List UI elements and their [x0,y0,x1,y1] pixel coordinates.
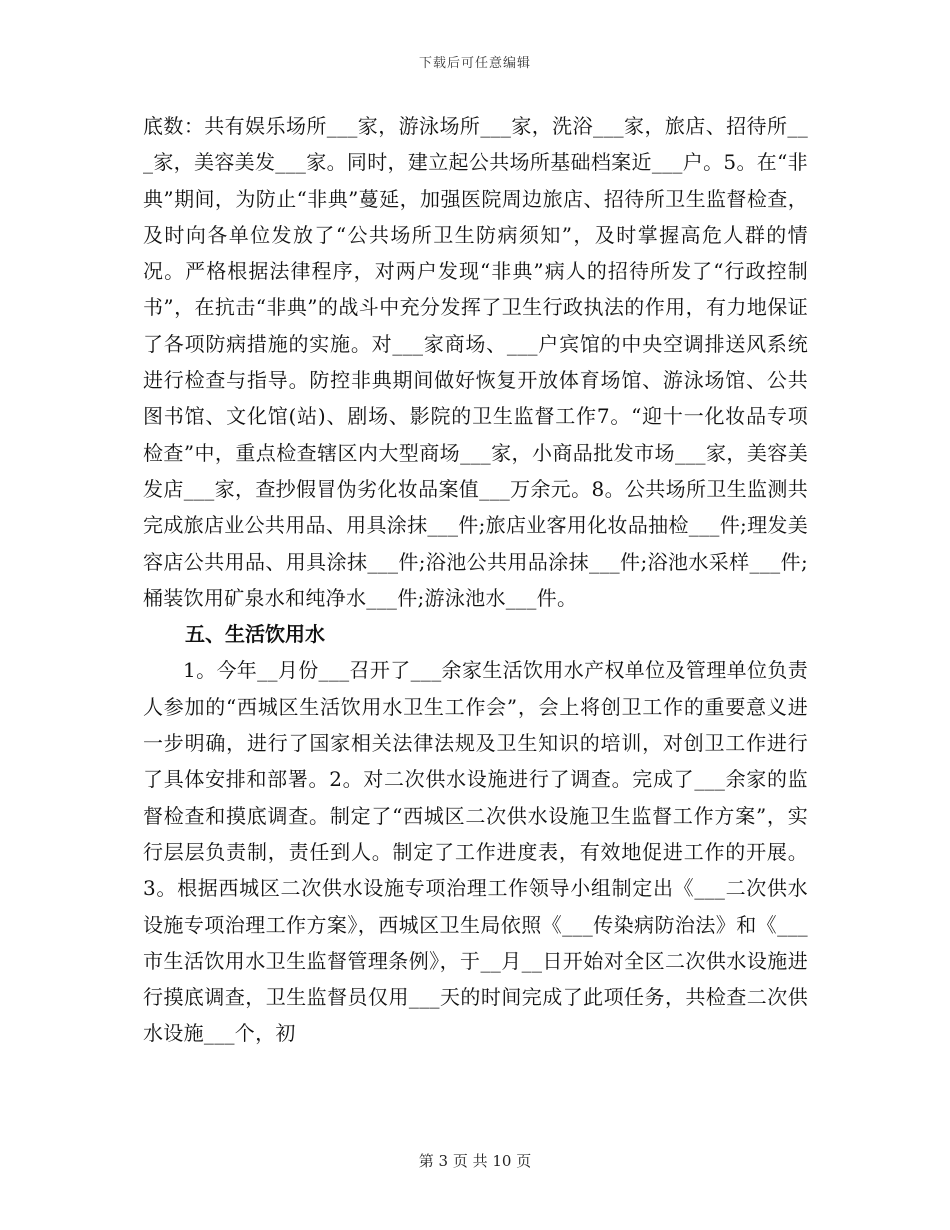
document-body [143,108,808,1052]
section-heading: 五、生活饮用水 [185,622,325,647]
body-paragraph: 1。今年__月份___召开了___余家生活饮用水产权单位及管理单位负责人参加的“西城区生活饮用水卫生工作会”，会上将创卫工作的重要意义进一步明确，进行了国家相关法律法规及卫生知识的培训，对创卫工作进行了具体安排和部署。2。对二次供水设施进行了调查。完成了___余家的监督检查和摸底调查。制定了“西城区二次供水设施卫生监督工作方案”，实行层层负责制，责任到人。制定了工作进度表，有效地促进工作的开展。3。根据西城区二次供水设施专项治理工作领导小组制定出《___二次供水设施专项治理工作方案》，西城区卫生局依照《___传染病防治法》和《___市生活饮用水卫生监督管理条例》，于__月__日开始对全区二次供水设施进行摸底调查，卫生监督员仅用___天的时间完成了此项任务，共检查二次供水设施___个，初 [143,658,808,1046]
page-header: 下载后可任意编辑 [418,56,531,71]
page-number: 第 3 页 共 10 页 [418,1152,532,1170]
body-paragraph: 底数：共有娱乐场所___家，游泳场所___家，洗浴___家，旅店、招待所___家，美容美发___家。同时，建立起公共场所基础档案近___户。5。在“非典”期间，为防止“非典”蔓延，加强医院周边旅店、招待所卫生监督检查，及时向各单位发放了“公共场所卫生防病须知”，及时掌握高危人群的情况。严格根据法律程序，对两户发现“非典”病人的招待所发了“行政控制书”，在抗击“非典”的战斗中充分发挥了卫生行政执法的作用，有力地保证了各项防病措施的实施。对___家商场、___户宾馆的中央空调排送风系统进行检查与指导。防控非典期间做好恢复开放体育场馆、游泳场馆、公共图书馆、文化馆(站)、剧场、影院的卫生监督工作7。“迎十一化妆品专项检查”中，重点检查辖区内大型商场___家，小商品批发市场___家，美容美发店___家，查抄假冒伪劣化妆品案值___万余元。8。公共场所卫生监测共完成旅店业公共用品、用具涂抹___件;旅店业客用化妆品抽检___件;理发美容店公共用品、用具涂抹___件;浴池公共用品涂抹___件;浴池水采样___件;桶装饮用矿泉水和纯净水___件;游泳池水___件。 [143,114,808,610]
